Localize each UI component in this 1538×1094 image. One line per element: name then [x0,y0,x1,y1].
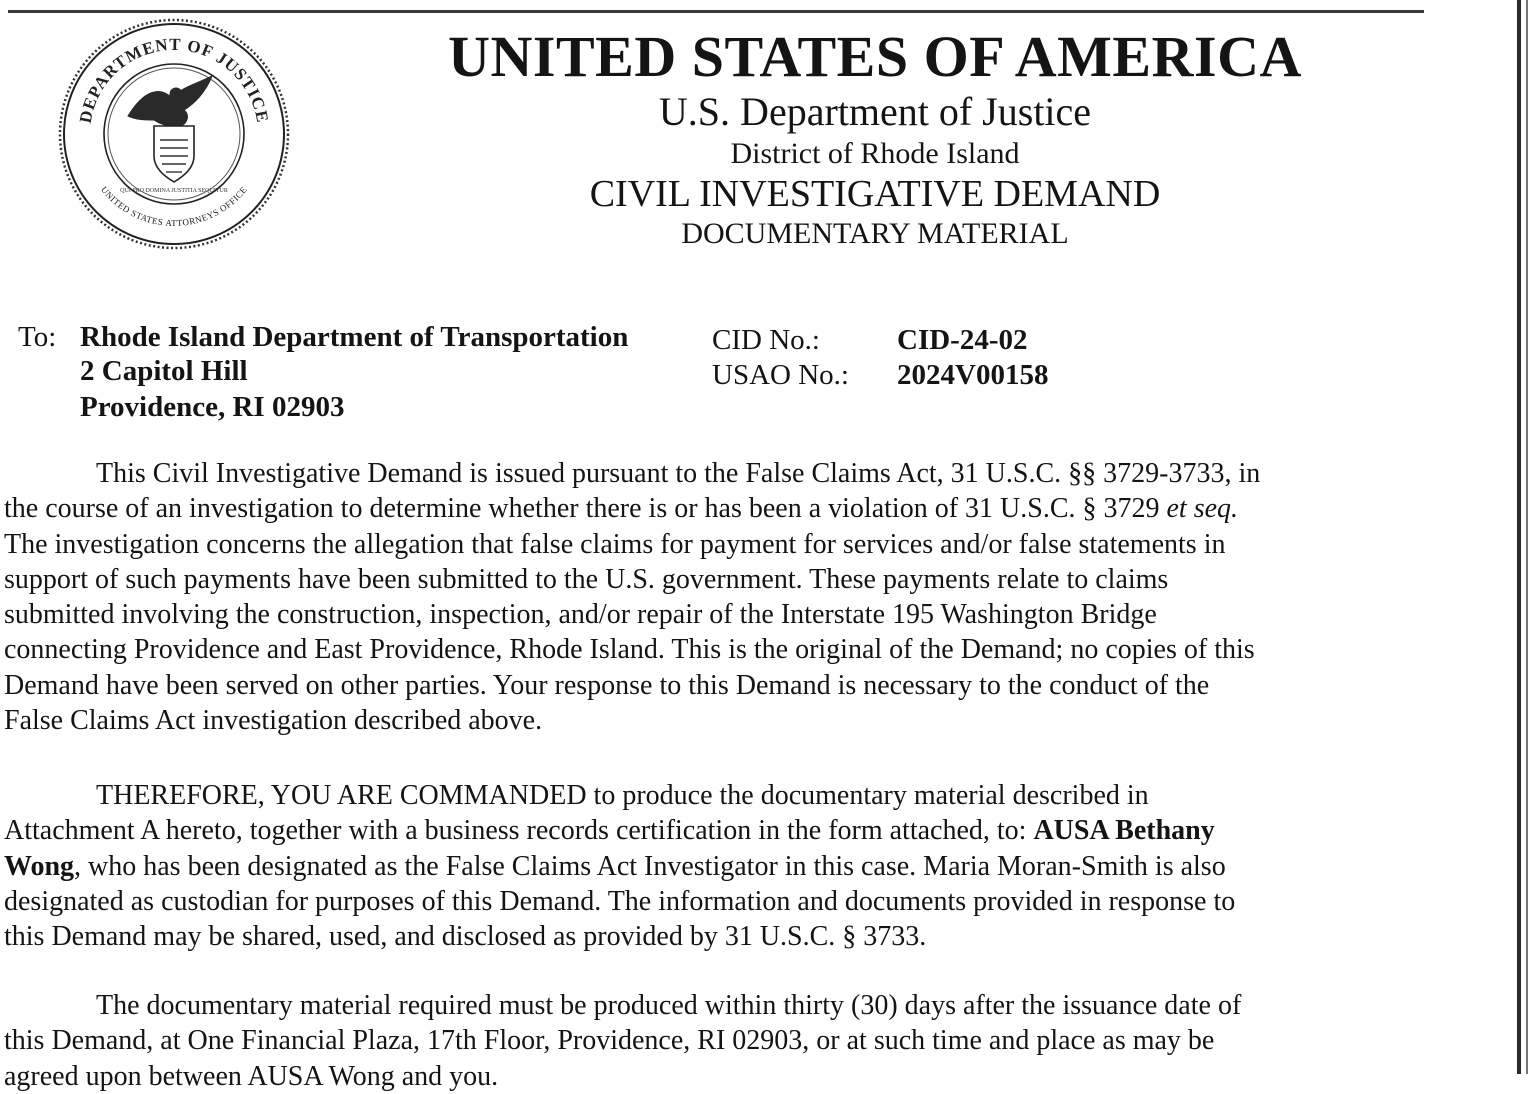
shield-icon [154,126,194,182]
country-title: UNITED STATES OF AMERICA [448,24,1302,89]
material-type: DOCUMENTARY MATERIAL [681,217,1069,250]
text-line: agreed upon between AUSA Wong and you. [4,1060,499,1092]
text-span: Attachment A hereto, together with a business records certification in the form attached, to: [4,815,1034,847]
document-type: CIVIL INVESTIGATIVE DEMAND [589,173,1161,215]
eagle-icon [128,76,212,127]
text-line: this Demand may be shared, used, and disclosed as provided by 31 U.S.C. § 3733. [4,921,927,953]
text-line: False Claims Act investigation described above. [4,705,543,737]
seal-motto: QUI PRO DOMINA JUSTITIA SEQUITUR [120,188,228,194]
text-line [4,849,1404,884]
text-span: the course of an investigation to determine whether there is or has been a violation of 31 U.S.C. § 3729 [4,493,1167,525]
seal-bottom-text: UNITED STATES ATTORNEYS OFFICE [99,184,249,229]
text-line: support of such payments have been submitted to the U.S. government. These payments relate to claims [4,563,1169,595]
paragraph-issuance [4,456,1404,738]
recipient-name: Rhode Island Department of Transportation [80,321,629,353]
cid-label: CID No.: [712,324,820,356]
text-line: Demand have been served on other parties. Your response to this Demand is necessary to the conduct of the [4,669,1210,701]
text-line: connecting Providence and East Providence, Rhode Island. This is the original of the Demand; no copies of this [4,634,1255,666]
usao-value: 2024V00158 [897,359,1049,391]
paragraph-production [4,988,1404,1094]
recipient-city: Providence, RI 02903 [80,391,345,423]
text-line: THEREFORE, YOU ARE COMMANDED to produce the documentary material described in [96,780,1149,811]
district-name: District of Rhode Island [730,137,1020,170]
bold-span: AUSA Bethany [1033,815,1215,847]
text-line: This Civil Investigative Demand is issued pursuant to the False Claims Act, 31 U.S.C. §§ 3729-3733, in [96,458,1261,489]
usao-label: USAO No.: [712,359,849,391]
text-line: The documentary material required must be produced within thirty (30) days after the issuance date of [96,990,1242,1021]
text-line: submitted involving the construction, inspection, and/or repair of the Interstate 195 Washington Bridge [4,599,1157,631]
department-name: U.S. Department of Justice [658,89,1092,134]
text-line: designated as custodian for purposes of this Demand. The information and documents provided in response to [4,885,1236,917]
top-rule [8,10,1424,13]
italic-span: et seq. [1166,493,1239,525]
scan-edge [1517,0,1521,1074]
scan-edge-inner [1526,0,1528,1074]
text-line [4,813,1404,848]
text-line: this Demand, at One Financial Plaza, 17th Floor, Providence, RI 02903, or at such time and place as may be [4,1025,1215,1057]
paragraph-command [4,778,1404,954]
text-span: , who has been designated as the False Claims Act Investigator in this case. Maria Moran-Smith is also [74,850,1226,882]
doj-seal-icon [56,16,292,252]
bold-span: Wong [4,850,75,882]
text-line: The investigation concerns the allegation that false claims for payment for services and/or false statements in [4,528,1226,560]
seal-top-text: DEPARTMENT OF JUSTICE [75,34,273,125]
to-label: To: [18,321,57,353]
cid-value: CID-24-02 [897,324,1028,356]
recipient-street: 2 Capitol Hill [80,355,248,387]
text-line [4,491,1404,526]
